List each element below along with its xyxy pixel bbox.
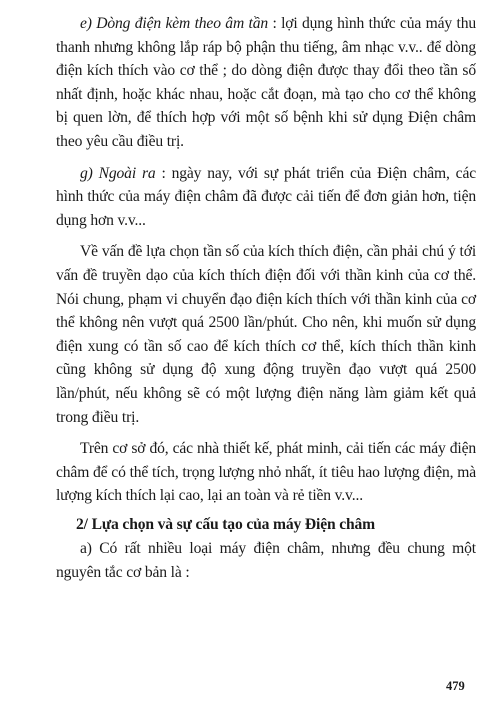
text-column — [56, 12, 476, 585]
paragraph-body: Trên cơ sở đó, các nhà thiết kế, phát minh, cải tiến các máy điện châm để có thể tích, trọng lượng nhỏ nhất, ít tiêu hao lượng điện, mà lượng kích thích lại cao, lại an toàn và rẻ tiền v.v... — [56, 440, 476, 505]
paragraph-design-basis — [56, 437, 476, 508]
paragraph-e-audio-current — [56, 12, 476, 154]
paragraph-g-other — [56, 162, 476, 233]
paragraph-body: : lợi dụng hình thức của máy thu thanh nhưng không lắp ráp bộ phận thu tiếng, âm nhạc v.v.. để dòng điện kích thích vào cơ thể ; do dòng điện được thay đổi theo tần số nhất định, hoặc khác nhau, hoặc cắt đoạn, mà tạo cho cơ thể không bị quen lờn, để thích hợp với một số bệnh khi sử dụng Điện châm theo yêu cầu điều trị. — [56, 15, 476, 150]
paragraph-lead: g) Ngoài ra — [80, 164, 156, 182]
paragraph-body: a) Có rất nhiều loại máy điện châm, nhưng đều chung một nguyên tắc cơ bản là : — [56, 540, 476, 582]
paragraph-body: Về vấn đề lựa chọn tần số của kích thích điện, cần phải chú ý tới vấn đề truyền dạo của kích thích điện đối với thần kinh của cơ thể. Nói chung, phạm vi chuyển đạo điện kích thích với thần kinh của cơ thể không nên vượt quá 2500 lần/phút. Cho nên, khi muốn sử dụng điện xung có tần số cao để kích thích cơ thể, kích thích thần kinh cũng không sử dụng độ xung động truyền đạo vượt quá 2500 lần/phút, nếu không sẽ có một lượng điện năng làm giảm kết quả trong điều trị. — [56, 243, 476, 426]
paragraph-lead: e) Dòng điện kèm theo âm tần — [80, 15, 268, 32]
paragraph-a-machine-types — [56, 537, 476, 584]
paragraph-body: : ngày nay, với sự phát triển của Điện châm, các hình thức của máy điện châm đã được cải tiến để đơn giản hơn, tiện dụng hơn v.v... — [56, 164, 476, 229]
paragraph-frequency-selection — [56, 240, 476, 429]
section-heading: 2/ Lựa chọn và sự cấu tạo của máy Điện châm — [76, 515, 376, 533]
page-number: 479 — [446, 679, 465, 693]
